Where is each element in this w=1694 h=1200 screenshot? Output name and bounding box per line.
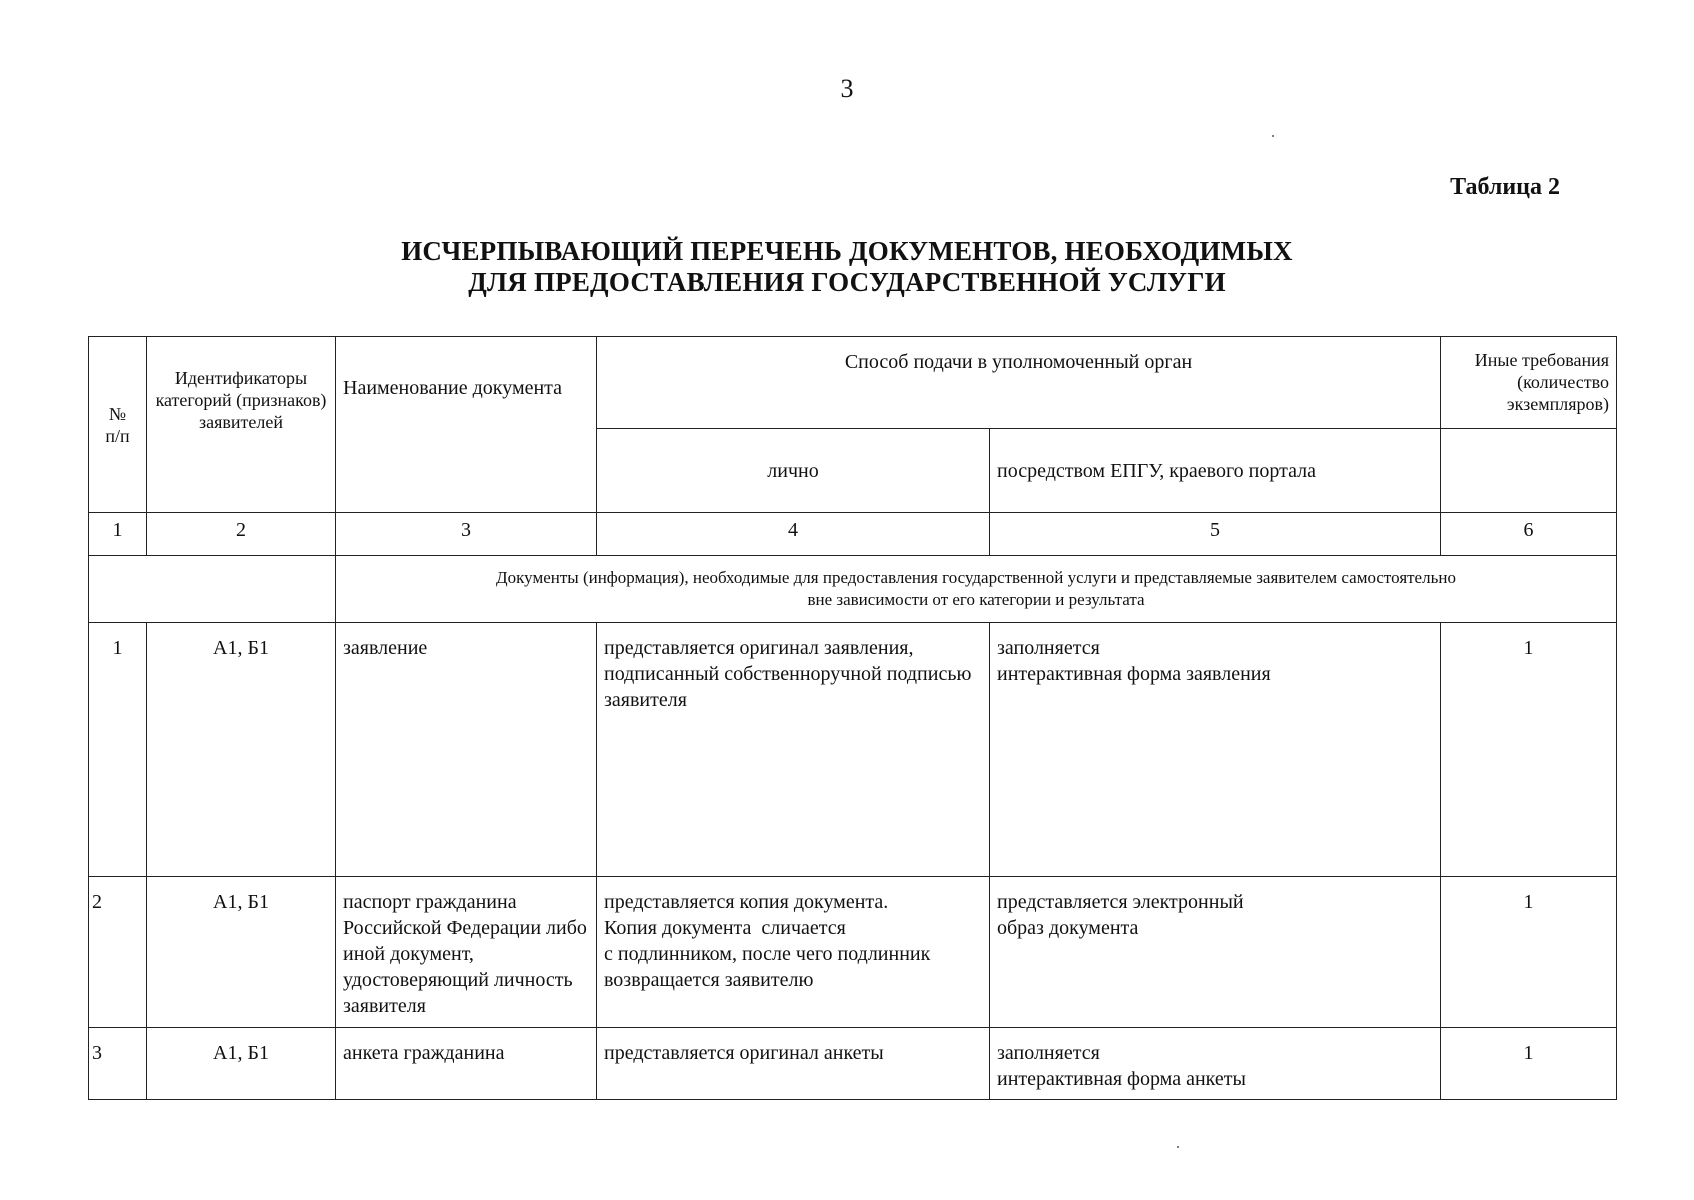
row-in-person-line1: представляется копия документа.	[604, 891, 889, 913]
header-other-requirements: Иные требования (количество экземпляров)	[1441, 337, 1617, 429]
header-doc-name: Наименование документа	[336, 337, 597, 513]
row-via-portal-line2: образ документа	[997, 917, 1139, 939]
row-in-person-line3: с подлинником, после чего подлинник	[604, 943, 931, 965]
page-number: 3	[840, 74, 854, 103]
section-title	[336, 556, 1617, 623]
row-via-portal-line2: интерактивная форма заявления	[997, 663, 1271, 685]
column-number: 6	[1441, 513, 1617, 556]
document-title	[0, 236, 1694, 298]
scan-speck	[1177, 1146, 1179, 1148]
row-via-portal	[990, 877, 1441, 1028]
row-num: 2	[89, 877, 147, 1028]
header-row-top	[89, 337, 1617, 429]
column-number: 5	[990, 513, 1441, 556]
row-doc-name: анкета гражданина	[336, 1028, 597, 1100]
row-via-portal-line1: заполняется	[997, 637, 1100, 659]
row-via-portal-line1: представляется электронный	[997, 891, 1244, 913]
row-via-portal	[990, 623, 1441, 877]
section-title-line2: вне зависимости от его категории и результата	[807, 590, 1145, 609]
row-via-portal	[990, 1028, 1441, 1100]
header-in-person: лично	[597, 429, 990, 513]
scan-speck	[1272, 135, 1274, 137]
column-number: 3	[336, 513, 597, 556]
column-number: 4	[597, 513, 990, 556]
row-copies: 1	[1441, 623, 1617, 877]
header-submission-method: Способ подачи в уполномоченный орган	[597, 337, 1441, 429]
section-row	[89, 556, 1617, 623]
row-ids: А1, Б1	[147, 1028, 336, 1100]
column-numbers-row	[89, 513, 1617, 556]
header-identifiers: Идентификаторы категорий (признаков) заявителей	[147, 337, 336, 513]
row-in-person-line2: Копия документа сличается	[604, 917, 846, 939]
row-in-person	[597, 877, 990, 1028]
row-ids: А1, Б1	[147, 877, 336, 1028]
table-label: Таблица 2	[1450, 174, 1560, 200]
row-doc-name: паспорт гражданина Российской Федерации либо иной документ, удостоверяющий личность заявителя	[336, 877, 597, 1028]
row-num: 3	[89, 1028, 147, 1100]
table-row	[89, 877, 1617, 1028]
section-empty-cell	[89, 556, 336, 623]
row-via-portal-line2: интерактивная форма анкеты	[997, 1068, 1246, 1090]
column-number: 2	[147, 513, 336, 556]
header-via-portal: посредством ЕПГУ, краевого портала	[990, 429, 1441, 513]
documents-table	[88, 336, 1617, 1100]
row-in-person: представляется оригинал анкеты	[597, 1028, 990, 1100]
row-num: 1	[89, 623, 147, 877]
row-in-person: представляется оригинал заявления, подписанный собственноручной подписью заявителя	[597, 623, 990, 877]
row-copies: 1	[1441, 1028, 1617, 1100]
title-line-1: ИСЧЕРПЫВАЮЩИЙ ПЕРЕЧЕНЬ ДОКУМЕНТОВ, НЕОБХОДИМЫХ	[401, 236, 1293, 266]
header-num-line1: №	[108, 403, 127, 424]
row-ids: А1, Б1	[147, 623, 336, 877]
header-num-line2: п/п	[105, 425, 130, 446]
row-in-person-line4: возвращается заявителю	[604, 969, 814, 991]
table-row	[89, 623, 1617, 877]
section-title-line1: Документы (информация), необходимые для предоставления государственной услуги и представляемые заявителем самостоятельно	[496, 568, 1456, 587]
row-copies: 1	[1441, 877, 1617, 1028]
title-line-2: ДЛЯ ПРЕДОСТАВЛЕНИЯ ГОСУДАРСТВЕННОЙ УСЛУГИ	[468, 267, 1226, 297]
header-empty-cell	[1441, 429, 1617, 513]
table-row	[89, 1028, 1617, 1100]
column-number: 1	[89, 513, 147, 556]
row-doc-name: заявление	[336, 623, 597, 877]
header-num	[89, 337, 147, 513]
row-via-portal-line1: заполняется	[997, 1042, 1100, 1064]
